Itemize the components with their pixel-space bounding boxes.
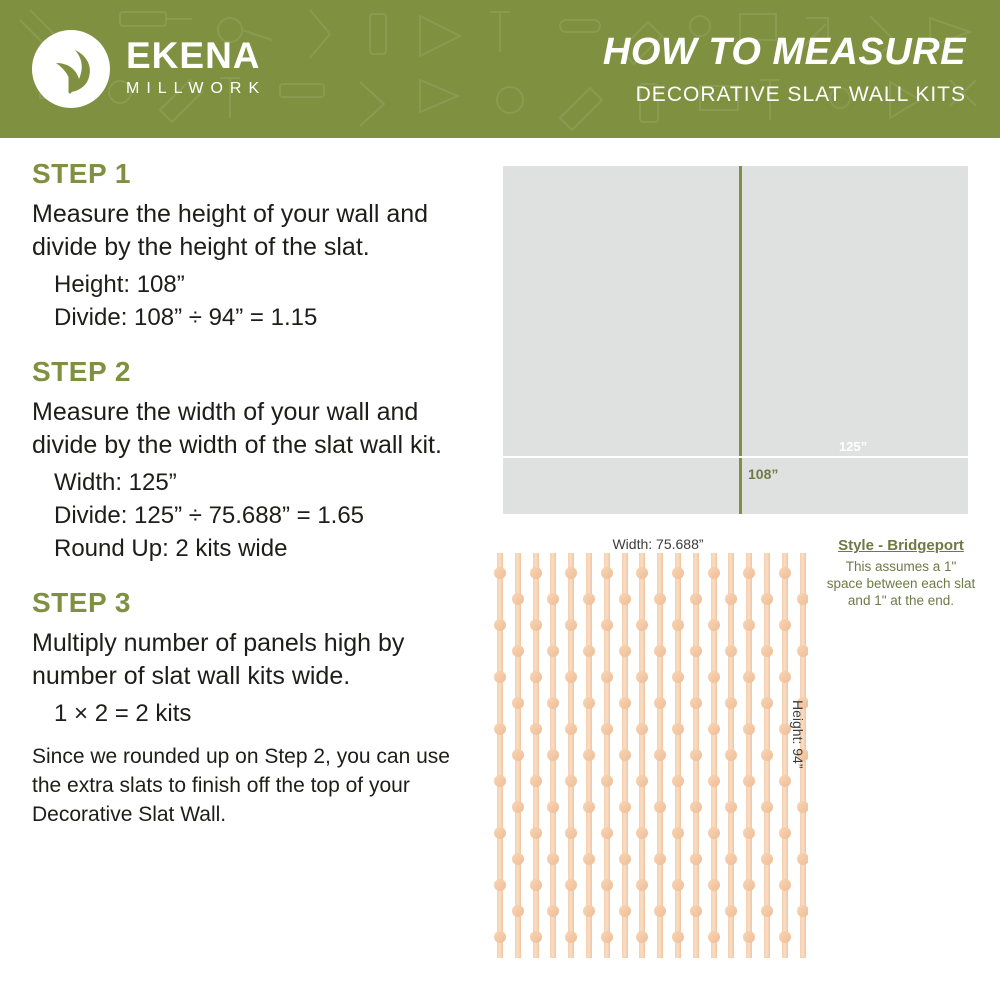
slat-bead <box>708 619 720 631</box>
slat-bead <box>672 775 684 787</box>
slat-bead <box>601 879 613 891</box>
slat-stick <box>675 553 681 958</box>
step-2-line-1: Width: 125” <box>54 469 177 496</box>
slat-bead <box>779 567 791 579</box>
slat-bead <box>565 671 577 683</box>
slat-bead <box>601 827 613 839</box>
wall-vertical-divider <box>739 166 742 514</box>
step-1-line-1: Height: 108” <box>54 271 185 298</box>
slat-bead <box>708 879 720 891</box>
slat-bead <box>530 879 542 891</box>
slat-bead <box>583 957 595 958</box>
slat-bead <box>725 645 737 657</box>
slat-bead <box>690 853 702 865</box>
slat-bead <box>708 567 720 579</box>
slat-bead <box>743 775 755 787</box>
step-1-heading: STEP 1 <box>32 158 131 189</box>
step-1 <box>32 158 482 334</box>
slat-bead <box>725 905 737 917</box>
slat-column <box>654 553 666 958</box>
slat-bead <box>779 879 791 891</box>
slat-bead <box>601 723 613 735</box>
wall-horizontal-divider <box>503 456 968 458</box>
slat-column <box>530 553 542 958</box>
slat-bead <box>530 723 542 735</box>
slat-bead <box>708 671 720 683</box>
slat-bead <box>601 775 613 787</box>
slat-stick <box>746 553 752 958</box>
steps-column <box>32 158 482 829</box>
slat-column <box>547 553 559 958</box>
slat-bead <box>708 931 720 943</box>
slat-bead <box>725 697 737 709</box>
slat-bead <box>743 879 755 891</box>
slat-bead <box>583 905 595 917</box>
slat-column <box>512 553 524 958</box>
slat-stick <box>782 553 788 958</box>
slat-bead <box>654 853 666 865</box>
slat-bead <box>494 931 506 943</box>
slat-column <box>565 553 577 958</box>
slat-bead <box>743 723 755 735</box>
slat-stick <box>497 553 503 958</box>
style-callout <box>826 536 976 609</box>
slat-bead <box>601 671 613 683</box>
slat-height-label: Height: 94” <box>790 700 806 769</box>
slat-bead <box>672 567 684 579</box>
step-3-note: Since we rounded up on Step 2, you can use the extra slats to finish off the top of your Decorative Slat Wall. <box>32 745 450 826</box>
slat-bead <box>530 671 542 683</box>
slat-bead <box>583 697 595 709</box>
slat-column <box>619 553 631 958</box>
slat-bead <box>494 567 506 579</box>
slat-bead <box>619 905 631 917</box>
slat-bead <box>743 827 755 839</box>
page-title: HOW TO MEASURE <box>602 31 966 73</box>
leaf-icon <box>32 30 110 108</box>
slat-bead <box>530 931 542 943</box>
step-2 <box>32 356 482 565</box>
slat-bead <box>654 697 666 709</box>
slat-bead <box>636 567 648 579</box>
slat-bead <box>512 749 524 761</box>
step-3 <box>32 587 482 829</box>
slat-bead <box>547 645 559 657</box>
slat-bead <box>636 775 648 787</box>
slat-bead <box>601 619 613 631</box>
step-3-body: Multiply number of panels high by number of slat wall kits wide. <box>32 629 405 690</box>
slat-bead <box>725 801 737 813</box>
wall-diagram <box>503 166 968 514</box>
slat-bead <box>708 827 720 839</box>
slat-bead <box>725 749 737 761</box>
slat-bead <box>494 671 506 683</box>
step-3-heading: STEP 3 <box>32 587 131 618</box>
step-1-values <box>54 268 482 334</box>
slat-bead <box>761 749 773 761</box>
slat-bead <box>494 775 506 787</box>
slat-bead <box>672 619 684 631</box>
slat-bead <box>530 827 542 839</box>
slat-bead <box>672 723 684 735</box>
slat-bead <box>512 853 524 865</box>
slat-bead <box>547 801 559 813</box>
wall-height-label: 108” <box>748 466 779 482</box>
slat-column <box>636 553 648 958</box>
slat-bead <box>512 801 524 813</box>
slat-column <box>725 553 737 958</box>
slat-bead <box>779 723 791 735</box>
header-banner <box>0 0 1000 138</box>
slat-bead <box>547 697 559 709</box>
slat-bead <box>708 723 720 735</box>
slat-bead <box>619 853 631 865</box>
slat-bead <box>690 905 702 917</box>
slat-bead <box>530 619 542 631</box>
slat-bead <box>743 567 755 579</box>
slat-column <box>690 553 702 958</box>
slat-bead <box>583 645 595 657</box>
step-2-line-2: Divide: 125” ÷ 75.688” = 1.65 <box>54 502 365 529</box>
slat-bead <box>779 931 791 943</box>
slat-bead <box>583 801 595 813</box>
slat-bead <box>547 593 559 605</box>
slat-bead <box>690 749 702 761</box>
slat-bead <box>619 697 631 709</box>
slat-bead <box>565 775 577 787</box>
slat-bead <box>636 723 648 735</box>
slat-bead <box>672 931 684 943</box>
slat-bead <box>512 957 524 958</box>
step-3-values <box>54 697 482 730</box>
step-1-body: Measure the height of your wall and divide by the height of the slat. <box>32 200 429 261</box>
slat-stick <box>639 553 645 958</box>
wall-width-label: 125” <box>839 439 868 454</box>
slat-panel-diagram <box>488 553 808 958</box>
slat-column <box>708 553 720 958</box>
slat-bead <box>530 775 542 787</box>
slat-bead <box>761 957 773 958</box>
slat-bead <box>779 671 791 683</box>
slat-bead <box>547 853 559 865</box>
slat-bead <box>725 593 737 605</box>
slat-column <box>761 553 773 958</box>
spacer-1 <box>32 334 482 356</box>
slat-bead <box>743 671 755 683</box>
slat-bead <box>654 957 666 958</box>
slat-bead <box>761 853 773 865</box>
slat-bead <box>547 957 559 958</box>
slat-bead <box>565 879 577 891</box>
slat-bead <box>654 593 666 605</box>
slat-bead <box>512 645 524 657</box>
spacer-2 <box>32 565 482 587</box>
step-2-heading: STEP 2 <box>32 356 131 387</box>
slat-bead <box>619 593 631 605</box>
slat-column <box>601 553 613 958</box>
slat-bead <box>636 931 648 943</box>
slat-bead <box>743 931 755 943</box>
slat-column <box>743 553 755 958</box>
slat-bead <box>547 905 559 917</box>
brand-subname: MILLWORK <box>126 80 267 97</box>
slat-bead <box>797 905 808 917</box>
slat-bead <box>654 801 666 813</box>
brand-block <box>126 36 266 100</box>
slat-bead <box>565 931 577 943</box>
slat-bead <box>583 749 595 761</box>
slat-bead <box>654 905 666 917</box>
slat-bead <box>797 645 808 657</box>
slat-bead <box>530 567 542 579</box>
slat-bead <box>636 879 648 891</box>
slat-bead <box>725 957 737 958</box>
slat-bead <box>601 567 613 579</box>
step-3-line-1: 1 × 2 = 2 kits <box>54 700 192 727</box>
style-note: This assumes a 1" space between each slat and 1" at the end. <box>826 559 976 608</box>
slat-bead <box>690 957 702 958</box>
slat-bead <box>654 749 666 761</box>
slat-bead <box>565 827 577 839</box>
slat-bead <box>512 697 524 709</box>
slat-bead <box>690 801 702 813</box>
slat-bead <box>583 593 595 605</box>
slat-bead <box>761 697 773 709</box>
slat-bead <box>690 593 702 605</box>
slat-bead <box>797 593 808 605</box>
slat-bead <box>636 827 648 839</box>
slat-bead <box>779 619 791 631</box>
slat-bead <box>797 957 808 958</box>
slat-bead <box>512 593 524 605</box>
slat-bead <box>779 827 791 839</box>
step-1-line-2: Divide: 108” ÷ 94” = 1.15 <box>54 304 318 331</box>
page-subtitle: DECORATIVE SLAT WALL KITS <box>635 83 966 106</box>
step-2-values <box>54 466 482 565</box>
slat-bead <box>779 775 791 787</box>
slat-bead <box>636 671 648 683</box>
slat-bead <box>494 619 506 631</box>
slat-bead <box>565 723 577 735</box>
slat-bead <box>672 827 684 839</box>
slat-bead <box>619 749 631 761</box>
slat-bead <box>761 593 773 605</box>
slat-bead <box>494 723 506 735</box>
slat-bead <box>761 645 773 657</box>
slat-bead <box>512 905 524 917</box>
slat-bead <box>797 853 808 865</box>
slat-width-label: Width: 75.688” <box>612 536 704 552</box>
slat-stick <box>604 553 610 958</box>
slat-stick <box>711 553 717 958</box>
slat-bead <box>494 827 506 839</box>
slat-bead <box>761 905 773 917</box>
slat-stick <box>568 553 574 958</box>
slat-bead <box>547 749 559 761</box>
slat-column <box>779 553 791 958</box>
slat-bead <box>708 775 720 787</box>
slat-bead <box>725 853 737 865</box>
slat-bead <box>601 931 613 943</box>
slat-bead <box>636 619 648 631</box>
slat-bead <box>565 619 577 631</box>
slat-bead <box>690 697 702 709</box>
slat-column <box>583 553 595 958</box>
slat-bead <box>565 567 577 579</box>
slat-column <box>494 553 506 958</box>
slat-bead <box>494 879 506 891</box>
slat-bead <box>672 879 684 891</box>
slat-bead <box>619 957 631 958</box>
slat-bead <box>743 619 755 631</box>
step-2-body: Measure the width of your wall and divide by the width of the slat wall kit. <box>32 398 442 459</box>
slat-bead <box>583 853 595 865</box>
slat-bead <box>619 801 631 813</box>
slat-bead <box>797 801 808 813</box>
slat-bead <box>619 645 631 657</box>
slat-bead <box>654 645 666 657</box>
slat-stick <box>533 553 539 958</box>
slat-bead <box>690 645 702 657</box>
slat-column <box>672 553 684 958</box>
slat-bead <box>672 671 684 683</box>
style-title: Style - Bridgeport <box>838 537 964 554</box>
step-2-line-3: Round Up: 2 kits wide <box>54 535 288 562</box>
slat-bead <box>761 801 773 813</box>
brand-name: EKENA <box>126 35 261 76</box>
